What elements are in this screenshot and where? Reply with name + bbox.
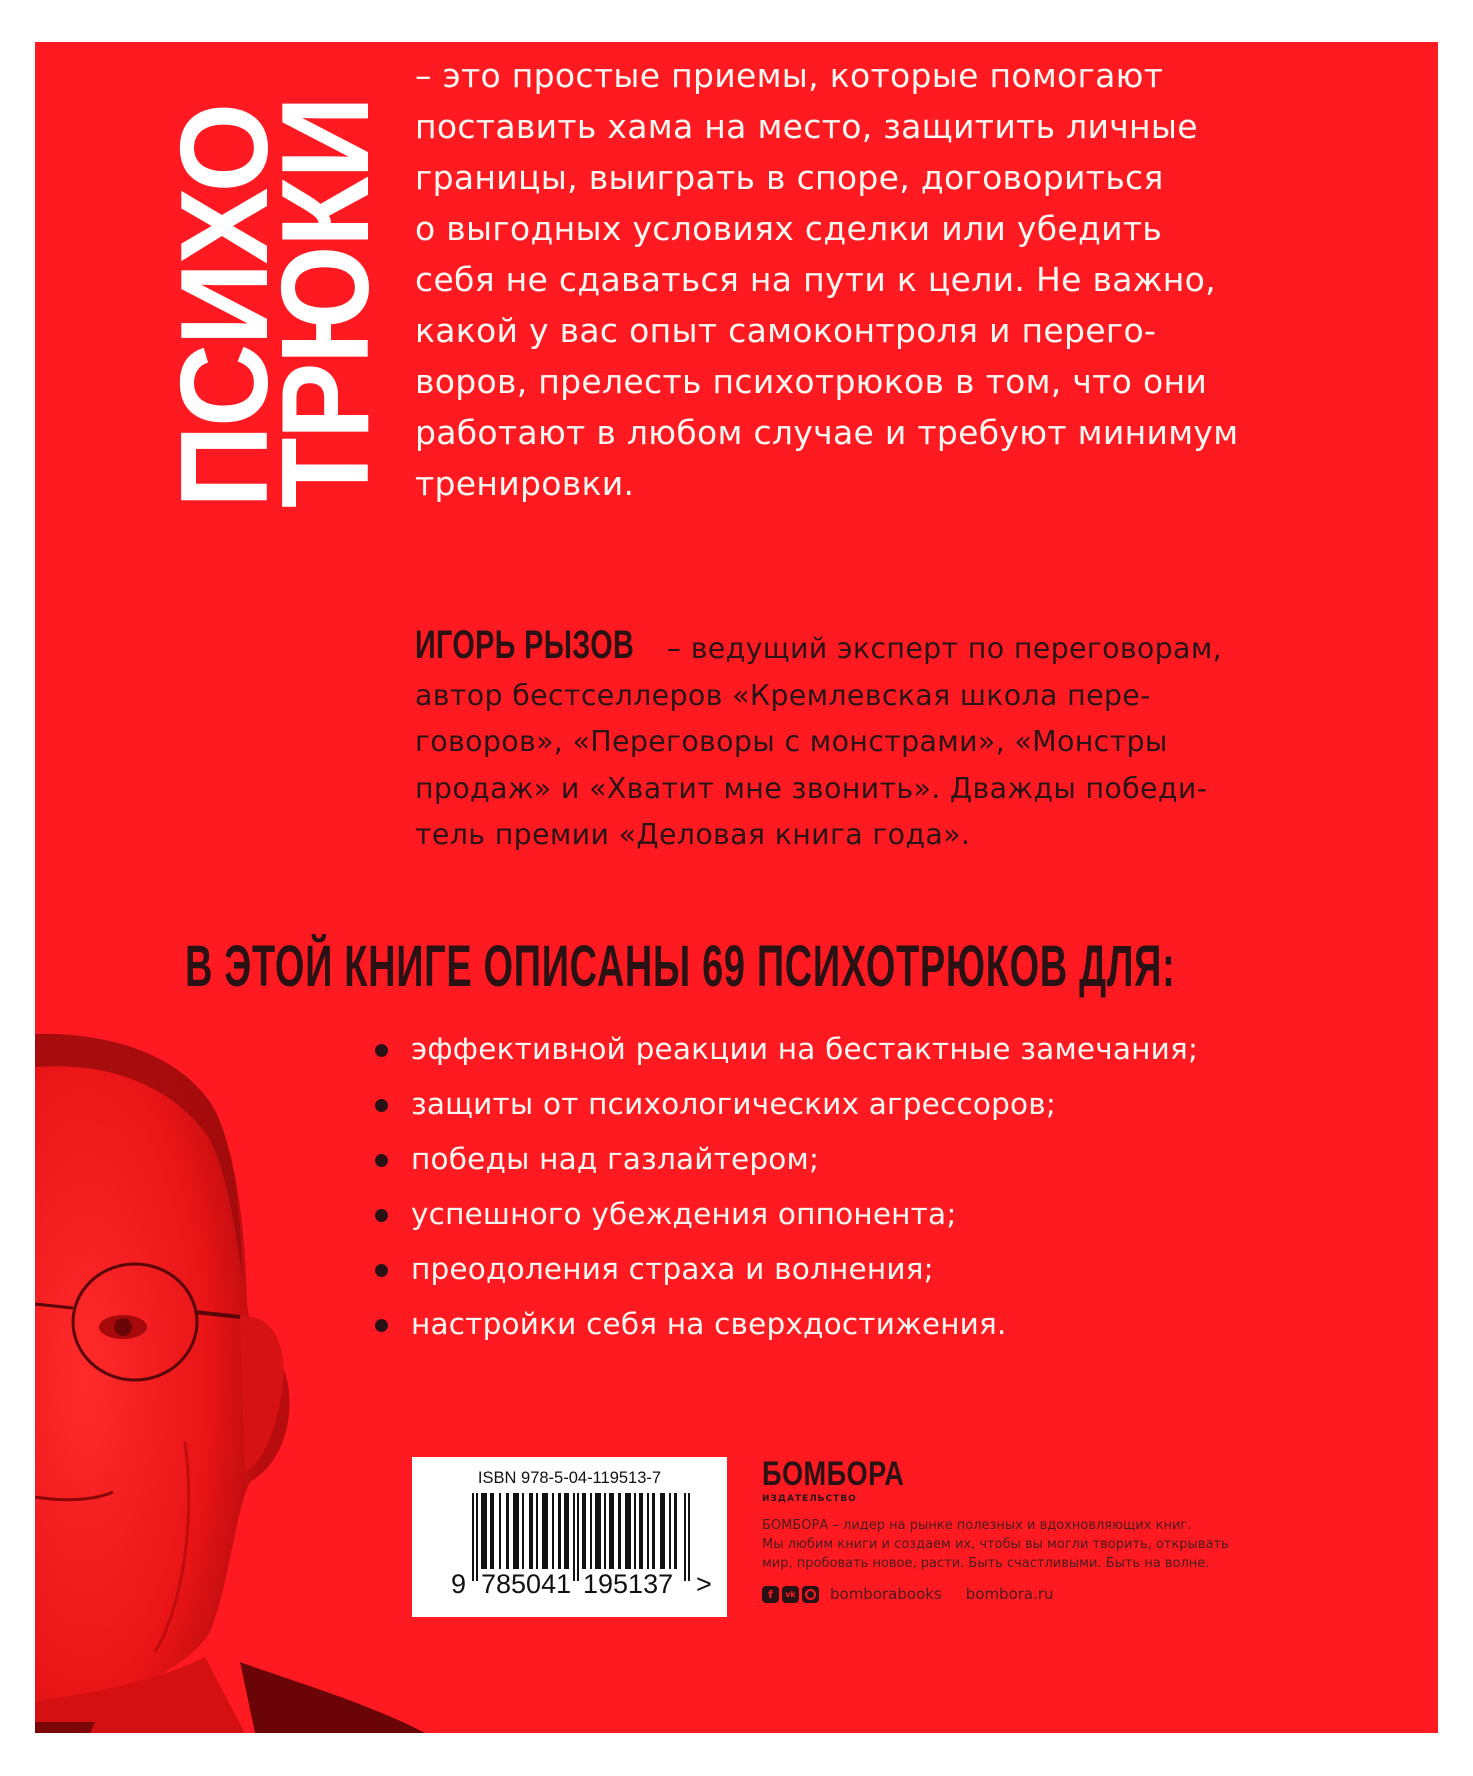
author-bio-line: автор бестселлеров «Кремлевская школа пере- xyxy=(415,678,1151,712)
list-item xyxy=(373,1077,1198,1132)
author-bio-line: – ведущий эксперт по переговорам, xyxy=(657,632,1222,665)
bullet-icon xyxy=(375,1044,388,1057)
list-item-text: победы над газлайтером; xyxy=(411,1142,820,1176)
barcode-icon xyxy=(472,1493,692,1581)
intro-line: поставить хама на место, защитить личные xyxy=(415,107,1198,146)
publisher-block xyxy=(762,1456,1322,1603)
instagram-icon xyxy=(802,1586,819,1603)
author-bio-line: говоров», «Переговоры с монстрами», «Монстры xyxy=(415,725,1168,758)
author-bio xyxy=(415,622,1301,859)
list-item-text: преодоления страха и волнения; xyxy=(411,1252,934,1286)
intro-line: воров, прелесть психотрюков в том, что они xyxy=(415,362,1208,401)
publisher-description xyxy=(762,1516,1322,1573)
intro-line: – это простые приемы, которые помогают xyxy=(415,56,1164,95)
isbn-digit-first: 9 xyxy=(451,1569,467,1599)
intro-line: границы, выиграть в споре, договориться xyxy=(415,158,1164,197)
list-item-text: успешного убеждения оппонента; xyxy=(411,1197,957,1231)
publisher-description-line: Мы любим книги и создаем их, чтобы вы могли творить, открывать xyxy=(762,1537,1229,1552)
intro-line: работают в любом случае и требуют минимум xyxy=(415,413,1239,452)
isbn-digit-end: > xyxy=(696,1569,712,1599)
intro-line: тренировки. xyxy=(415,464,635,503)
title-vertical-tricks xyxy=(257,56,395,508)
bullet-icon xyxy=(375,1209,388,1222)
title-word-1: ПСИХО xyxy=(156,104,294,508)
publisher-description-line: БОМБОРА – лидер на рынке полезных и вдохновляющих книг. xyxy=(762,1518,1192,1533)
author-bio-line: продаж» и «Хватит мне звонить». Дважды победи- xyxy=(415,771,1208,805)
bullet-icon xyxy=(375,1264,388,1277)
isbn-barcode-block xyxy=(412,1457,727,1617)
list-item xyxy=(373,1022,1198,1077)
list-item-text: настройки себя на сверхдостижения. xyxy=(411,1307,1007,1341)
intro-line: о выгодных условиях сделки или убедить xyxy=(415,209,1163,248)
intro-line: какой у вас опыт самоконтроля и перего- xyxy=(415,311,1157,350)
publisher-website: bombora.ru xyxy=(965,1585,1054,1603)
isbn-label: ISBN 978-5-04-119513-7 xyxy=(477,1469,662,1487)
list-item-text: защиты от психологических агрессоров; xyxy=(411,1087,1057,1121)
publisher-description-line: мир, пробовать новое, расти. Быть счастливыми. Быть на волне. xyxy=(762,1556,1210,1571)
list-item xyxy=(373,1242,1198,1297)
intro-paragraph xyxy=(415,50,1305,509)
bullet-icon xyxy=(375,1154,388,1167)
bullet-icon xyxy=(375,1319,388,1332)
benefits-list xyxy=(373,1022,1198,1352)
publisher-logo: БОМБОРА xyxy=(762,1455,905,1493)
list-item xyxy=(373,1132,1198,1187)
isbn-digit-group-2: 195137 xyxy=(583,1569,674,1599)
isbn-digit-group-1: 785041 xyxy=(481,1569,572,1599)
title-word-2: ТРЮКИ xyxy=(257,97,395,508)
list-item xyxy=(373,1297,1198,1352)
social-handle: bomborabooks xyxy=(830,1585,942,1603)
facebook-icon: f xyxy=(762,1586,779,1603)
list-heading: В ЭТОЙ КНИГЕ ОПИСАНЫ 69 ПСИХОТРЮКОВ ДЛЯ: xyxy=(185,934,1176,999)
list-item-text: эффективной реакции на бестактные замечания; xyxy=(411,1032,1199,1066)
list-item xyxy=(373,1187,1198,1242)
book-back-cover xyxy=(35,42,1438,1733)
publisher-social xyxy=(762,1585,1322,1603)
author-name: ИГОРЬ РЫЗОВ xyxy=(415,623,635,667)
bullet-icon xyxy=(375,1099,388,1112)
intro-line: себя не сдаваться на пути к цели. Не важно, xyxy=(415,260,1216,299)
author-bio-line: тель премии «Деловая книга года». xyxy=(415,818,971,851)
publisher-subtitle: ИЗДАТЕЛЬСТВО xyxy=(762,1494,857,1504)
vk-icon: vk xyxy=(782,1586,799,1603)
